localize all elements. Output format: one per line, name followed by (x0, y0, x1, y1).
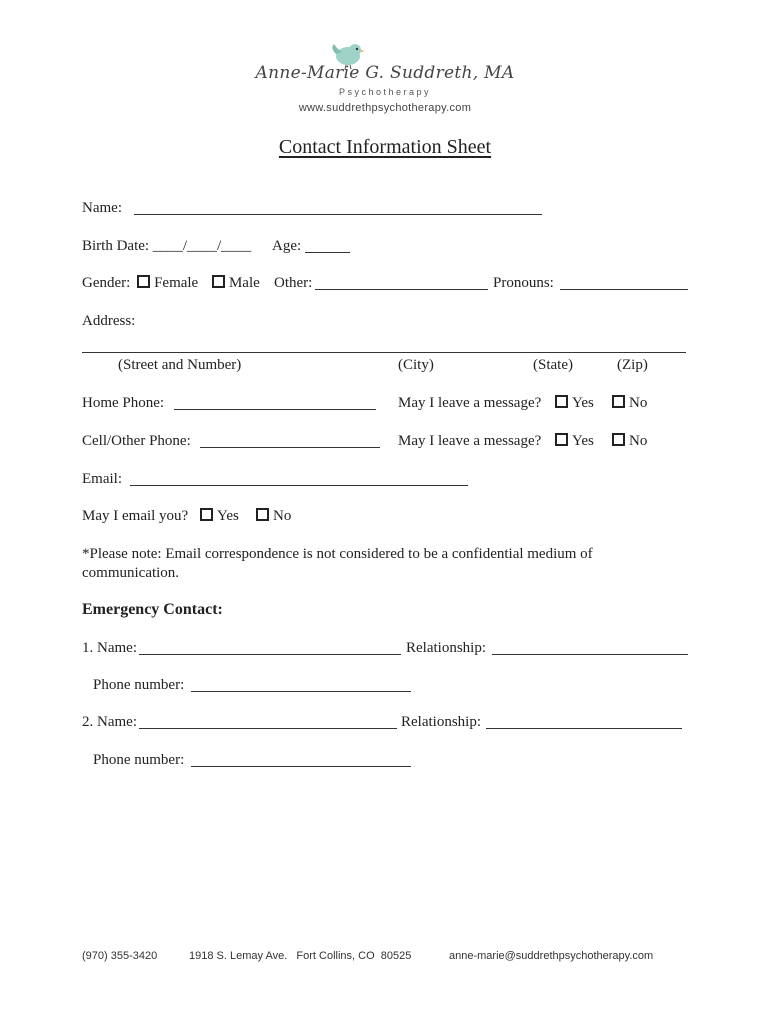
name-field[interactable] (134, 214, 542, 215)
emergency-2-phone-field[interactable] (191, 766, 411, 767)
emergency-1-name-field[interactable] (139, 654, 401, 655)
emergency-1-relationship-field[interactable] (492, 654, 688, 655)
footer-phone: (970) 355-3420 (82, 950, 158, 962)
birth-date-field[interactable]: Birth Date: ____/____/____ (82, 238, 252, 254)
address-label: Address: (82, 313, 136, 329)
male-checkbox[interactable] (212, 275, 225, 288)
male-label: Male (228, 275, 260, 291)
age-label: Age: (272, 238, 302, 254)
address-field[interactable] (82, 352, 686, 353)
home-phone-field[interactable] (174, 409, 376, 410)
emergency-1-phone-field[interactable] (191, 691, 411, 692)
cell-message-label: May I leave a message? (398, 433, 542, 449)
home-message-yes-checkbox[interactable] (555, 395, 568, 408)
practice-subtitle: Psychotherapy (338, 87, 432, 97)
home-phone-label: Home Phone: (82, 395, 165, 411)
name-label: Name: (82, 200, 122, 216)
emergency-2-relationship-field[interactable] (486, 728, 682, 729)
city-caption: (City) (398, 357, 434, 373)
female-checkbox[interactable] (137, 275, 150, 288)
emergency-2-name-field[interactable] (139, 728, 397, 729)
emergency-2-relationship-label: Relationship: (401, 714, 481, 730)
state-caption: (State) (533, 357, 573, 373)
age-field[interactable] (305, 252, 350, 253)
gender-row (82, 275, 260, 292)
home-message-no: No (612, 395, 647, 412)
zip-caption: (Zip) (617, 357, 648, 373)
pronouns-field[interactable] (560, 289, 688, 290)
gender-label: Gender: (82, 275, 131, 291)
email-field[interactable] (130, 485, 468, 486)
cell-message-yes-checkbox[interactable] (555, 433, 568, 446)
email-no: No (256, 508, 291, 525)
emergency-1-relationship-label: Relationship: (406, 640, 486, 656)
home-message-no-checkbox[interactable] (612, 395, 625, 408)
home-message-label: May I leave a message? (398, 395, 542, 411)
home-message-yes: Yes (555, 395, 594, 412)
email-disclaimer: *Please note: Email correspondence is not considered to be a confidential medium of communication. (82, 546, 593, 581)
may-email-label: May I email you? (82, 508, 189, 524)
footer-address: 1918 S. Lemay Ave. Fort Collins, CO 80525 (189, 950, 412, 962)
email-yes: Yes (200, 508, 239, 525)
emergency-heading: Emergency Contact: (82, 601, 223, 618)
female-label: Female (154, 275, 199, 291)
footer-email[interactable]: anne-marie@suddrethpsychotherapy.com (449, 950, 654, 962)
cell-message-yes: Yes (555, 433, 594, 450)
email-yes-checkbox[interactable] (200, 508, 213, 521)
website-link[interactable]: www.suddrethpsychotherapy.com (298, 102, 472, 114)
cell-message-no-checkbox[interactable] (612, 433, 625, 446)
emergency-2-phone-label: Phone number: (93, 752, 185, 768)
other-field[interactable] (315, 289, 488, 290)
pronouns-label: Pronouns: (493, 275, 554, 291)
other-label: Other: (274, 275, 313, 291)
cell-message-no: No (612, 433, 647, 450)
page-title: Contact Information Sheet (278, 136, 492, 158)
emergency-2-name-label: 2. Name: (82, 714, 137, 730)
emergency-1-name-label: 1. Name: (82, 640, 137, 656)
cell-phone-field[interactable] (200, 447, 380, 448)
cell-phone-label: Cell/Other Phone: (82, 433, 191, 449)
email-no-checkbox[interactable] (256, 508, 269, 521)
street-caption: (Street and Number) (118, 357, 242, 373)
email-label: Email: (82, 471, 122, 487)
practitioner-name: Anne-Marie G. Suddreth, MA (255, 63, 515, 83)
emergency-1-phone-label: Phone number: (93, 677, 185, 693)
